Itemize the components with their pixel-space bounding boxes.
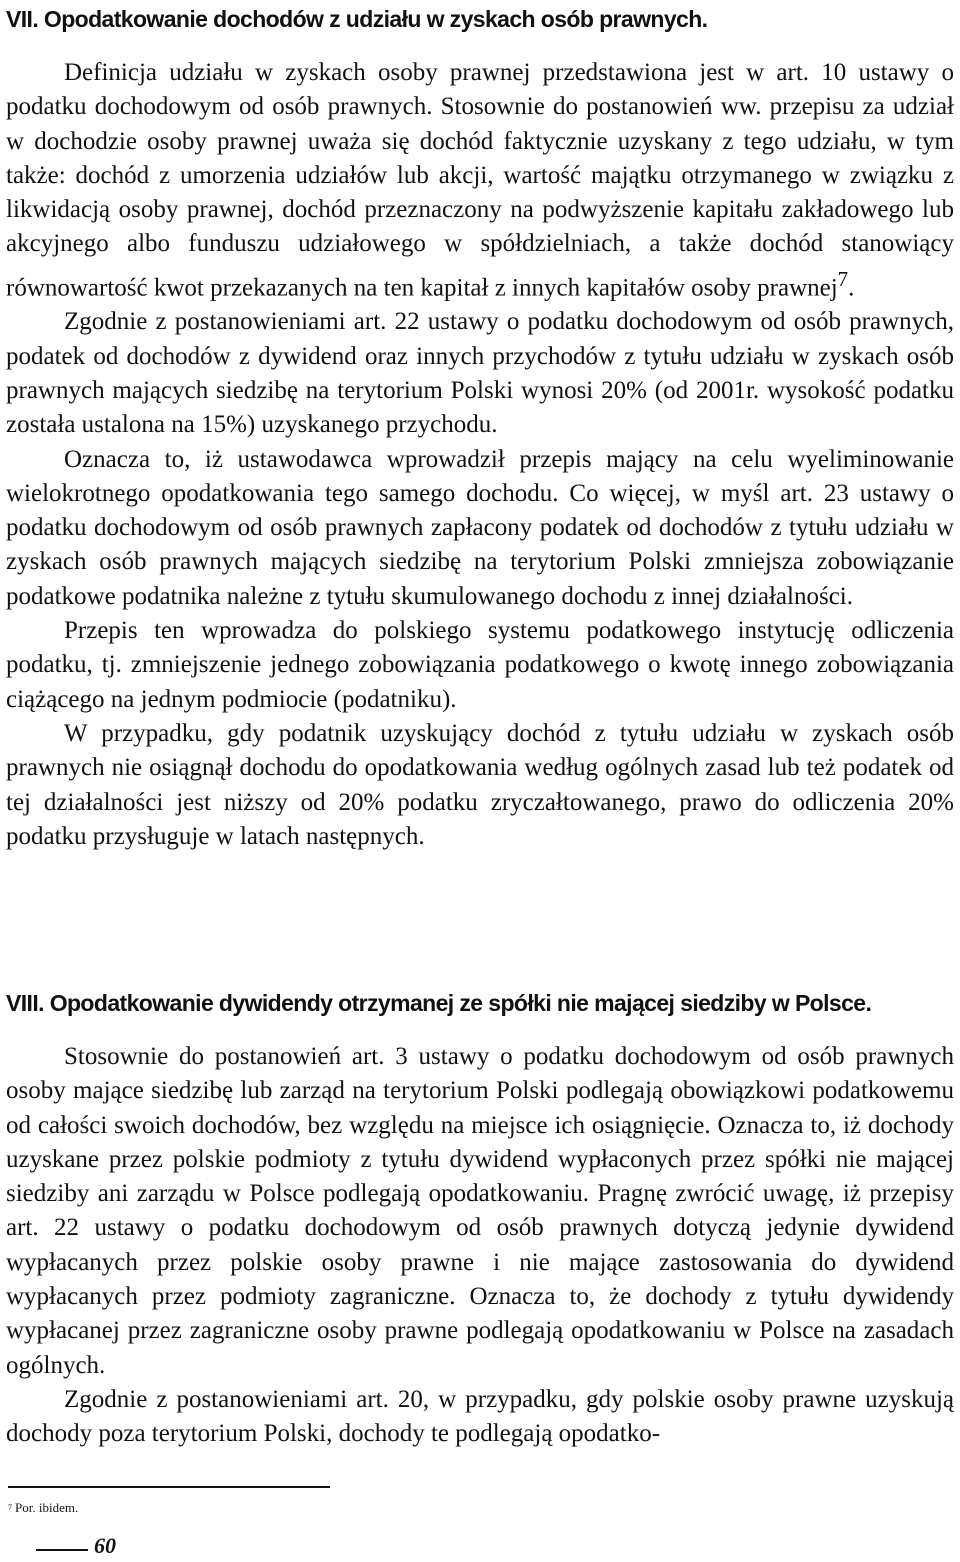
footnote-reference: 7 xyxy=(837,266,849,291)
footnote-divider xyxy=(8,1486,330,1488)
section-8-body xyxy=(6,1040,954,1452)
paragraph xyxy=(6,56,954,305)
page-number-rule xyxy=(36,1549,88,1551)
paragraph-text-end: . xyxy=(848,274,855,302)
paragraph: Przepis ten wprowadza do polskiego systemu podatkowego instytucję odliczenia podatku, tj. zmniejszenie jednego zobowiązania podatkowego o kwotę innego zobowiązania ciążącego na jednym podmiocie (podatniku). xyxy=(6,617,954,713)
paragraph: W przypadku, gdy podatnik uzyskujący dochód z tytułu udziału w zyskach osób prawnych nie osiągnął dochodu do opodatkowania według ogólnych zasad lub też podatek od tej działalności jest niższy od 20% podatku zryczałtowanego, prawo do odliczenia 20% podatku przysługuje w latach następnych. xyxy=(6,719,954,850)
paragraph: Stosownie do postanowień art. 3 ustawy o podatku dochodowym od osób prawnych osoby mające siedzibę lub zarząd na terytorium Polski podlegają obowiązkowi podatkowemu od całości swoich dochodów, bez względu na miejsce ich osiągnięcie. Oznacza to, iż dochody uzyskane przez polskie podmioty z tytułu dywidend wypłaconych przez spółki nie mającej siedziby ani zarządu w Polsce podlegają opodatkowaniu. Pragnę zwrócić uwagę, iż przepisy art. 22 ustawy o podatku dochodowym od osób prawnych dotyczą jedynie dywidend wypłacanych przez polskie osoby prawne i nie mające zastosowania do dywidend wypłacanych przez podmioty zagraniczne. Oznacza to, że dochody z tytułu dywidendy wypłacanej przez zagraniczne osoby prawne podlegają opodatkowaniu w Polsce na zasadach ogólnych. xyxy=(6,1043,954,1379)
footnote-marker: 7 xyxy=(8,1503,12,1512)
paragraph: Oznacza to, iż ustawodawca wprowadził przepis mający na celu wyeliminowanie wielokrotnego opodatkowania tego samego dochodu. Co więcej, w myśl art. 23 ustawy o podatku dochodowym od osób prawnych zapłacony podatek od dochodów z tytułu udziału w zyskach osób prawnych mających siedzibę na terytorium Polski zmniejsza zobowiązanie podatkowe podatnika należne z tytułu skumulowanego dochodu z innej działalności. xyxy=(6,445,954,610)
page-number: 60 xyxy=(94,1533,116,1558)
footnote-text: Por. ibidem. xyxy=(15,1500,79,1515)
paragraph-text: Definicja udziału w zyskach osoby prawnej przedstawiona jest w art. 10 ustawy o podatku dochodowym od osób prawnych. Stosownie do postanowień ww. przepisu za udział w dochodzie osoby prawnej uważa się dochód faktycznie uzyskany z tego udziału, w tym także: dochód z umorzenia udziałów lub akcji, wartość majątku otrzymanego w związku z likwidacją osoby prawnej, dochód przeznaczony na podwyższenie kapitału zakładowego lub akcyjnego albo funduszu udziałowego w spółdzielniach, a także dochód stanowiący równowartość kwot przekazanych na ten kapitał z innych kapitałów osoby prawnej xyxy=(6,59,954,302)
footnote xyxy=(8,1500,78,1516)
paragraph: Zgodnie z postanowieniami art. 20, w przypadku, gdy polskie osoby prawne uzyskują dochody poza terytorium Polski, dochody te podlegają opodatko- xyxy=(6,1385,954,1448)
section-8-heading: VIII. Opodatkowanie dywidendy otrzymanej ze spółki nie mającej siedziby w Polsce. xyxy=(6,990,872,1016)
paragraph: Zgodnie z postanowieniami art. 22 ustawy o podatku dochodowym od osób prawnych, podatek od dochodów z dywidend oraz innych przychodów z tytułu udziału w zyskach osób prawnych mających siedzibę na terytorium Polski wynosi 20% (od 2001r. wysokość podatku została ustalona na 15%) uzyskanego przychodu. xyxy=(6,308,954,439)
section-7-body xyxy=(6,56,954,854)
section-7-heading: VII. Opodatkowanie dochodów z udziału w zyskach osób prawnych. xyxy=(6,6,708,32)
